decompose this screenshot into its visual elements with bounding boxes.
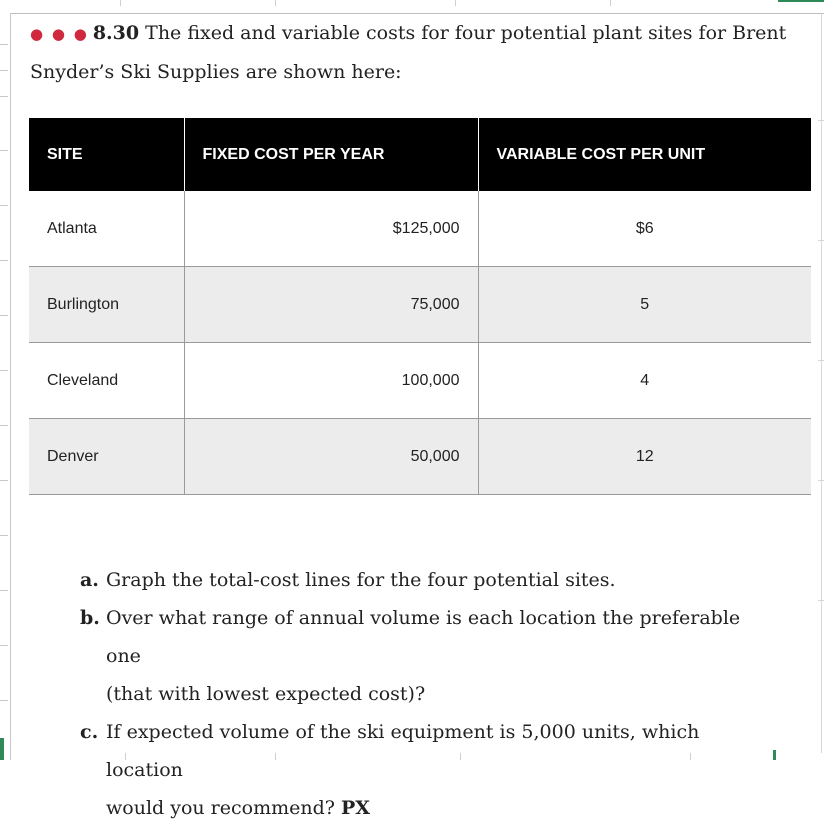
question-text-line1: Over what range of annual volume is each location the preferable one	[106, 607, 741, 667]
problem-text-line1: The fixed and variable costs for four potential plant sites for Brent	[145, 22, 787, 44]
fixed-cost: $125,000	[184, 191, 478, 267]
question-text-line1: If expected volume of the ski equipment is 5,000 units, which location	[106, 721, 700, 781]
question-label: c.	[80, 721, 99, 743]
table-row	[29, 191, 811, 267]
table-row	[29, 419, 811, 495]
fixed-cost: 50,000	[184, 419, 478, 495]
px-tag: PX	[340, 797, 371, 819]
question-a	[80, 561, 780, 599]
question-label: a.	[80, 569, 99, 591]
problem-statement	[30, 14, 790, 91]
table-row	[29, 267, 811, 343]
site-name: Denver	[29, 419, 184, 495]
site-name: Burlington	[29, 267, 184, 343]
window-border-right	[821, 13, 822, 753]
variable-cost: 4	[478, 343, 811, 419]
question-label: b.	[80, 607, 100, 629]
header-site: SITE	[29, 118, 184, 191]
question-text: Graph the total-cost lines for the four potential sites.	[106, 569, 616, 591]
variable-cost: 5	[478, 267, 811, 343]
site-name: Cleveland	[29, 343, 184, 419]
question-text-line2: would you recommend?	[106, 797, 335, 819]
variable-cost: 12	[478, 419, 811, 495]
fixed-cost: 100,000	[184, 343, 478, 419]
plant-site-cost-table	[29, 118, 811, 495]
question-list	[80, 561, 780, 827]
fixed-cost: 75,000	[184, 267, 478, 343]
site-name: Atlanta	[29, 191, 184, 267]
question-b	[80, 599, 780, 713]
corner-accent-top-right	[778, 0, 824, 2]
table-row	[29, 343, 811, 419]
problem-text-line2: Snyder’s Ski Supplies are shown here:	[30, 61, 402, 83]
question-c	[80, 713, 780, 827]
difficulty-dots-icon: ● ● ●	[30, 25, 89, 43]
variable-cost: $6	[478, 191, 811, 267]
table-header-row	[29, 118, 811, 191]
question-text-line2: (that with lowest expected cost)?	[106, 683, 426, 705]
header-variable-cost: VARIABLE COST PER UNIT	[478, 118, 811, 191]
problem-number: 8.30	[92, 22, 140, 44]
header-fixed-cost: FIXED COST PER YEAR	[184, 118, 478, 191]
corner-accent-bottom-left	[0, 738, 4, 760]
window-border-left	[10, 13, 11, 760]
